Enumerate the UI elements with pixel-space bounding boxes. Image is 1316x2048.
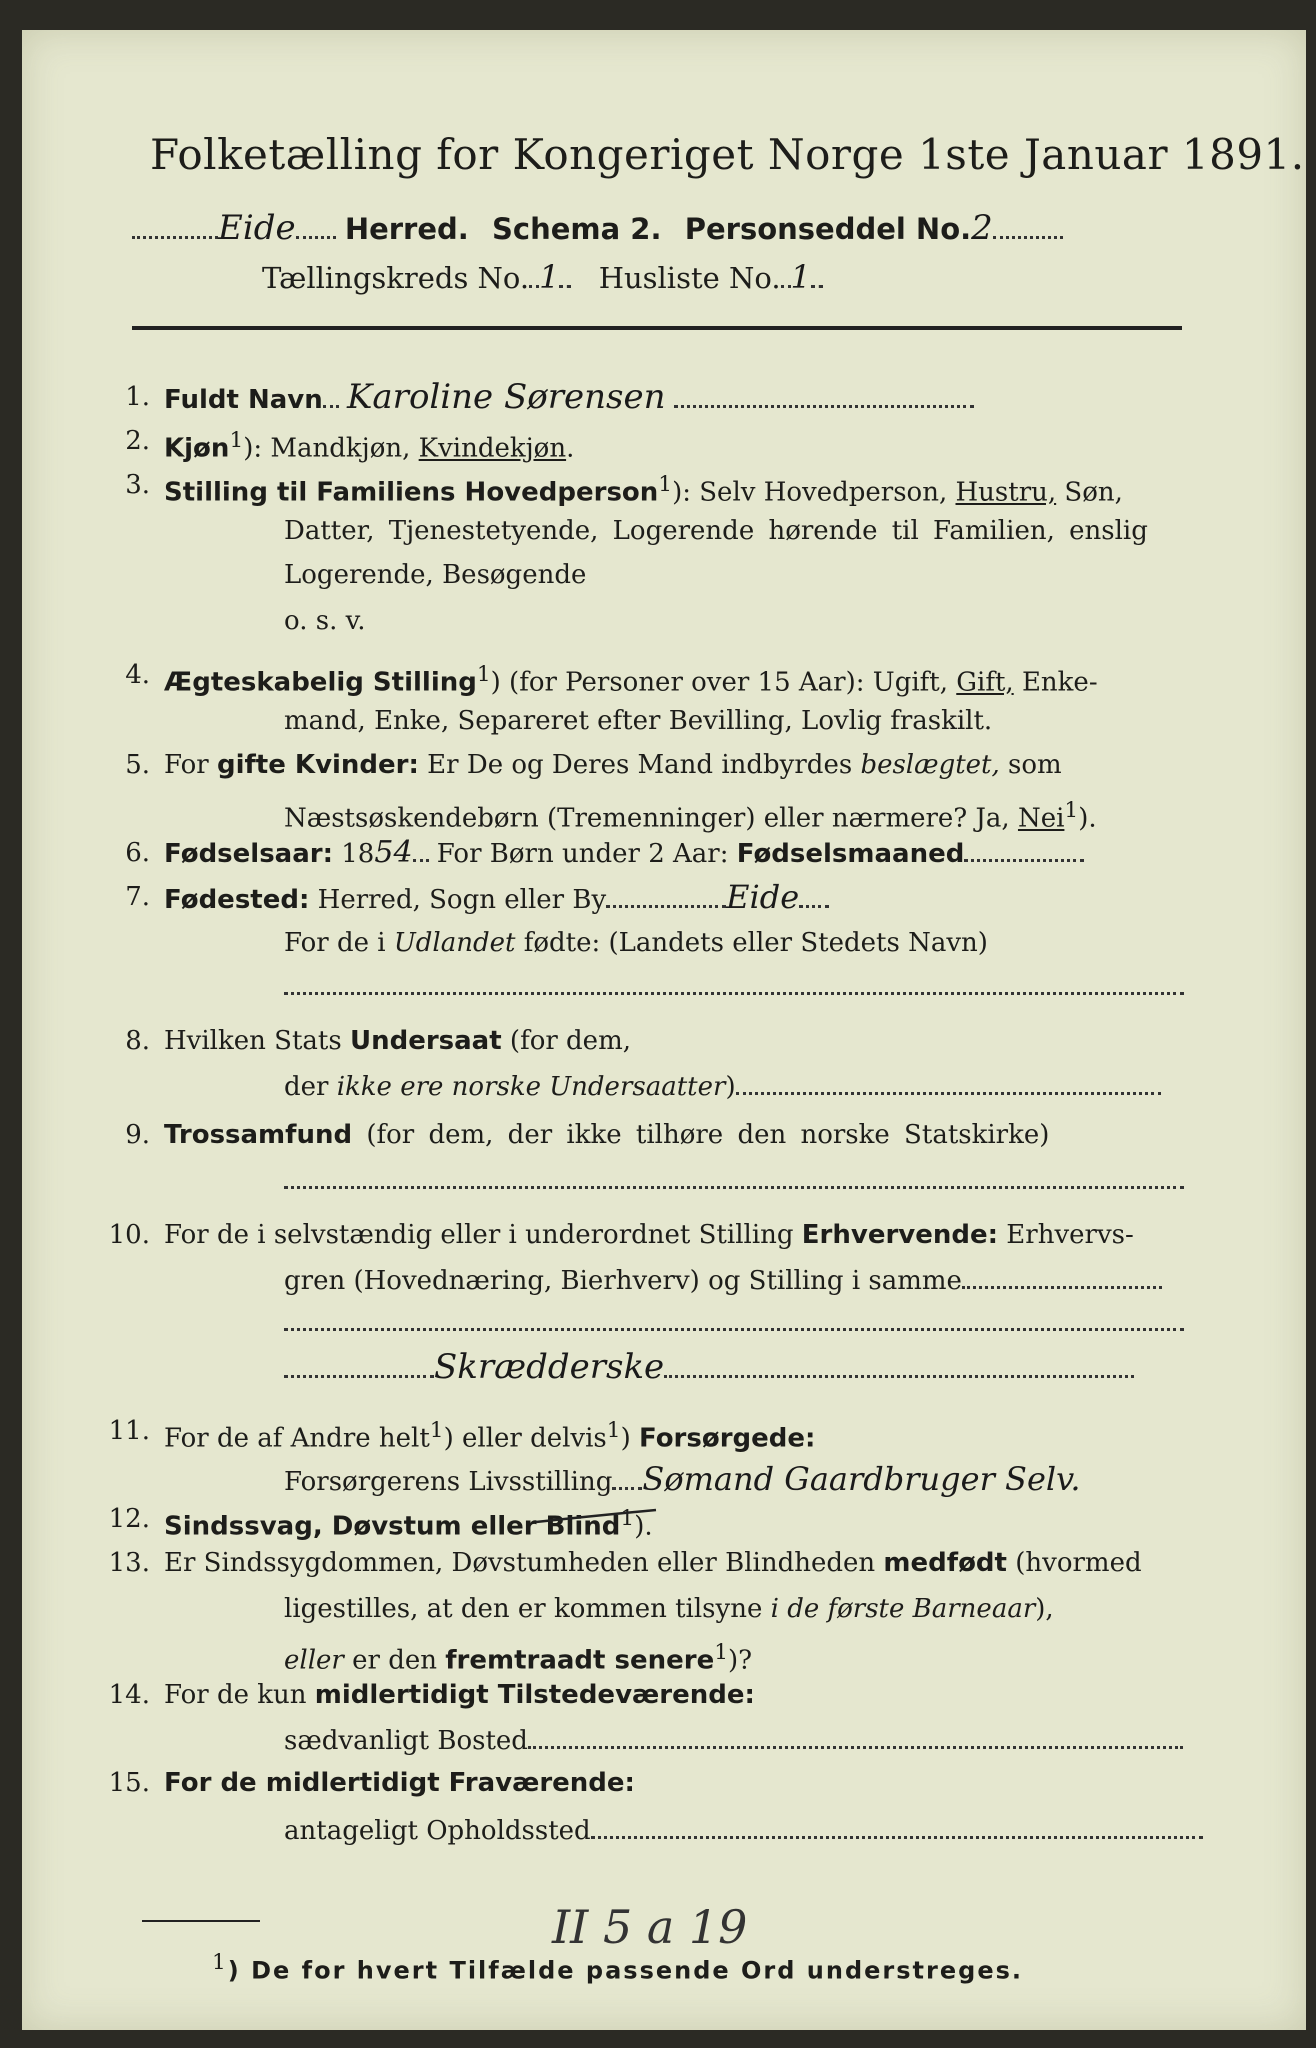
item-13-text-a2: ligestilles, at den er kommen tilsyne xyxy=(284,1594,771,1624)
item-13-label: medfødt xyxy=(883,1548,1007,1578)
item-8-text-c: (for dem, xyxy=(501,1026,631,1056)
item-4-text-a: (for Personer over 15 Aar): Ugift, xyxy=(500,667,957,698)
item-8-italic: ikke ere norske Undersaatter xyxy=(336,1072,726,1102)
item-14-text-a: For de kun xyxy=(164,1680,315,1710)
item-2-label: Kjøn xyxy=(164,433,230,464)
item-5-label-a: For xyxy=(164,750,217,780)
item-13-number: 13. xyxy=(108,1548,150,1578)
footnote-text: ) De for hvert Tilfælde passende Ord understreges. xyxy=(227,1956,1023,1985)
item-9-label: Trossamfund xyxy=(164,1120,353,1150)
item-3-number: 3. xyxy=(125,470,150,500)
item-6-number: 6. xyxy=(125,838,150,868)
item-13-label-2: fremtraadt senere xyxy=(445,1645,715,1676)
footnote-ref: 1 xyxy=(1064,798,1079,823)
footnote-ref: 1 xyxy=(620,1506,635,1531)
item-5-text-a: Er De og Deres Mand indbyrdes xyxy=(418,750,861,780)
herred-line xyxy=(132,208,1063,248)
item-3-label: Stilling til Familiens Hovedperson xyxy=(164,477,659,508)
item-7-value: Eide xyxy=(726,878,800,916)
item-15-label: For de midlertidigt Fraværende: xyxy=(164,1768,635,1798)
item-13-line-2 xyxy=(284,1590,1054,1628)
item-2-end: . xyxy=(566,433,575,464)
item-15-line-2 xyxy=(284,1812,1203,1850)
item-7-number: 7. xyxy=(125,882,150,912)
item-11-line-2 xyxy=(284,1460,1081,1501)
item-11-label: Forsørgede: xyxy=(638,1423,816,1454)
item-9-line-1 xyxy=(164,1116,1049,1154)
item-1-label: Fuldt Navn xyxy=(164,385,323,415)
item-1-number: 1. xyxy=(125,382,150,412)
item-10-number: 10. xyxy=(108,1220,150,1250)
item-10-line-1 xyxy=(164,1216,1134,1254)
item-13-italic-2: eller xyxy=(284,1645,344,1676)
item-12-number: 12. xyxy=(108,1504,150,1534)
kreds-line xyxy=(262,258,823,296)
personseddel-number: 2 xyxy=(971,208,993,248)
item-5-selected: Nei xyxy=(1017,803,1065,834)
item-7-label: Fødested: xyxy=(164,885,310,915)
item-14-label: midlertidigt Tilstedeværende: xyxy=(314,1680,755,1710)
item-9-blank-line xyxy=(284,1174,1184,1193)
item-7-text-a: For de i xyxy=(284,928,394,958)
item-5-number: 5. xyxy=(125,750,150,780)
item-8-line-1 xyxy=(164,1022,631,1060)
item-12-label: Sindssvag, Døvstum eller Blind xyxy=(164,1511,621,1542)
item-13-text-a3: er den xyxy=(343,1645,446,1676)
herred-handwritten: Eide xyxy=(218,208,296,248)
item-11-text-line-2: Forsørgerens Livsstilling xyxy=(284,1467,613,1497)
item-8-line-2 xyxy=(284,1068,1161,1106)
husliste-label: Husliste No. xyxy=(598,261,781,295)
item-9-number: 9. xyxy=(125,1120,150,1150)
item-13-text-a: Er Sindssygdommen, Døvstumheden eller Blindheden xyxy=(164,1548,884,1578)
item-6-prefix: 18 xyxy=(333,839,375,869)
item-13-line-3 xyxy=(284,1634,752,1680)
item-1-value: Karoline Sørensen xyxy=(347,377,666,417)
item-2-selected: Kvindekjøn xyxy=(418,433,567,464)
item-10-label: Erhvervende: xyxy=(801,1220,999,1250)
item-10-text-c: Erhvervs- xyxy=(998,1220,1134,1250)
item-5-line-2 xyxy=(284,792,1097,838)
schema-label: Schema 2. xyxy=(492,212,662,246)
kreds-number: 1 xyxy=(539,258,560,296)
item-2-options: ): Mandkjøn, xyxy=(243,433,419,464)
item-2 xyxy=(164,422,574,468)
item-3-line-4: o. s. v. xyxy=(284,606,366,636)
item-5-line-1 xyxy=(164,746,1062,784)
item-10-text-line-2: gren (Hovednæring, Bierhverv) og Stilling i samme xyxy=(284,1266,962,1296)
footnote-ref: 1 xyxy=(476,662,491,687)
herred-label: Herred. xyxy=(344,212,469,246)
item-9-text: (for dem, der ikke tilhøre den norske Statskirke) xyxy=(352,1120,1050,1150)
item-10-text-a: For de i selvstændig eller i underordnet Stilling xyxy=(164,1220,802,1250)
census-form-sheet xyxy=(22,30,1306,2030)
item-11-number: 11. xyxy=(108,1416,150,1446)
item-3-line-2: Datter, Tjenestetyende, Logerende hørende til Familien, enslig xyxy=(284,516,1148,546)
item-7-line-2 xyxy=(284,924,988,962)
item-14-line-2 xyxy=(284,1722,1183,1760)
item-12-pen-stroke xyxy=(532,1500,662,1530)
item-10-line-2 xyxy=(284,1262,1162,1300)
item-13-italic: i de første Barneaar xyxy=(770,1594,1036,1624)
footnote-ref: 1 xyxy=(606,1418,621,1443)
item-6-label-2: Fødselsmaaned xyxy=(736,839,965,869)
item-3-line-3: Logerende, Besøgende xyxy=(284,560,587,590)
item-11-value: Sømand Gaardbruger Selv. xyxy=(642,1460,1081,1498)
item-2-number: 2. xyxy=(125,426,150,456)
item-5-label: gifte Kvinder: xyxy=(216,750,419,780)
item-13-text-b2: ), xyxy=(1035,1594,1054,1624)
item-6 xyxy=(164,834,1084,873)
footnote xyxy=(212,1950,1023,1986)
item-6-label: Fødselsaar: xyxy=(164,839,333,869)
item-3-line-1 xyxy=(164,466,1123,512)
footnote-divider xyxy=(142,1920,260,1922)
item-11-text-c: ) xyxy=(620,1423,639,1454)
item-13-end: )? xyxy=(728,1645,753,1676)
item-14-line-1 xyxy=(164,1676,755,1714)
item-11-text-b: ) eller delvis xyxy=(443,1423,607,1454)
item-15-text-line-2: antageligt Opholdssted xyxy=(284,1816,591,1846)
item-8-number: 8. xyxy=(125,1026,150,1056)
item-3-text-b: Søn, xyxy=(1056,477,1123,508)
item-5-question: Næstsøskendebørn (Tremenninger) eller nærmere? Ja, xyxy=(284,803,1018,834)
item-7-blank-line xyxy=(284,980,1184,999)
item-5-italic: beslægtet, xyxy=(860,750,1000,780)
item-13-text-c: (hvormed xyxy=(1006,1548,1142,1578)
item-4-number: 4. xyxy=(125,660,150,690)
footnote-ref: 1 xyxy=(658,472,673,497)
item-7-line-1 xyxy=(164,878,829,919)
item-11-line-1 xyxy=(164,1412,815,1458)
item-7-text-b: fødte: (Landets eller Stedets Navn) xyxy=(515,928,988,958)
item-14-text-line-2: sædvanligt Bosted xyxy=(284,1726,528,1756)
item-10-blank-line xyxy=(284,1316,1184,1335)
item-15-line-1 xyxy=(164,1764,635,1802)
item-3-selected: Hustru, xyxy=(955,477,1057,508)
item-4-text-b: Enke- xyxy=(1013,667,1098,698)
item-10-value: Skrædderske xyxy=(434,1347,665,1387)
form-title: Folketælling for Kongeriget Norge 1ste Januar 1891. xyxy=(150,130,1305,179)
footnote-ref: 1 xyxy=(229,428,244,453)
item-11-text-a: For de af Andre helt xyxy=(164,1423,430,1454)
item-14-number: 14. xyxy=(108,1680,150,1710)
footnote-ref: 1 xyxy=(714,1640,729,1665)
archive-mark: II 5 a 19 xyxy=(552,1900,748,1954)
item-8-label: Undersaat xyxy=(349,1026,502,1056)
item-8-text-a2: der xyxy=(284,1072,337,1102)
item-7-text: Herred, Sogn eller By xyxy=(309,885,607,915)
item-4-label: Ægteskabelig Stilling xyxy=(164,667,477,698)
husliste-number: 1 xyxy=(790,258,811,296)
item-8-text-b2: ) xyxy=(725,1072,736,1102)
header-divider xyxy=(132,326,1182,330)
item-3-text-a: ): Selv Hovedperson, xyxy=(672,477,956,508)
item-5-end: ). xyxy=(1078,803,1097,834)
kreds-label: Tællingskreds No. xyxy=(262,261,530,295)
item-12-end: ). xyxy=(634,1511,653,1542)
footnote-ref: 1 xyxy=(429,1418,444,1443)
item-13-line-1 xyxy=(164,1544,1142,1582)
item-1 xyxy=(164,378,974,419)
item-15-number: 15. xyxy=(108,1768,150,1798)
item-5-text-b: som xyxy=(999,750,1062,780)
footnote-sup: 1 xyxy=(212,1950,228,1975)
item-6-text: For Børn under 2 Aar: xyxy=(428,839,737,869)
item-6-value: 54 xyxy=(374,835,413,870)
item-4-selected: Gift, xyxy=(956,667,1014,698)
personseddel-label: Personseddel No. xyxy=(684,212,972,246)
item-4-line-1: Ægteskabelig Stilling$^1$) (for Personer over 15 Aar): Ugift, Gift, Enke- xyxy=(164,662,1098,698)
item-8-text-a: Hvilken Stats xyxy=(164,1026,350,1056)
item-4-line-2: mand, Enke, Separeret efter Bevilling, Lovlig fraskilt. xyxy=(284,706,993,736)
item-10-answer-line xyxy=(284,1348,1134,1389)
item-7-italic: Udlandet xyxy=(393,928,516,958)
